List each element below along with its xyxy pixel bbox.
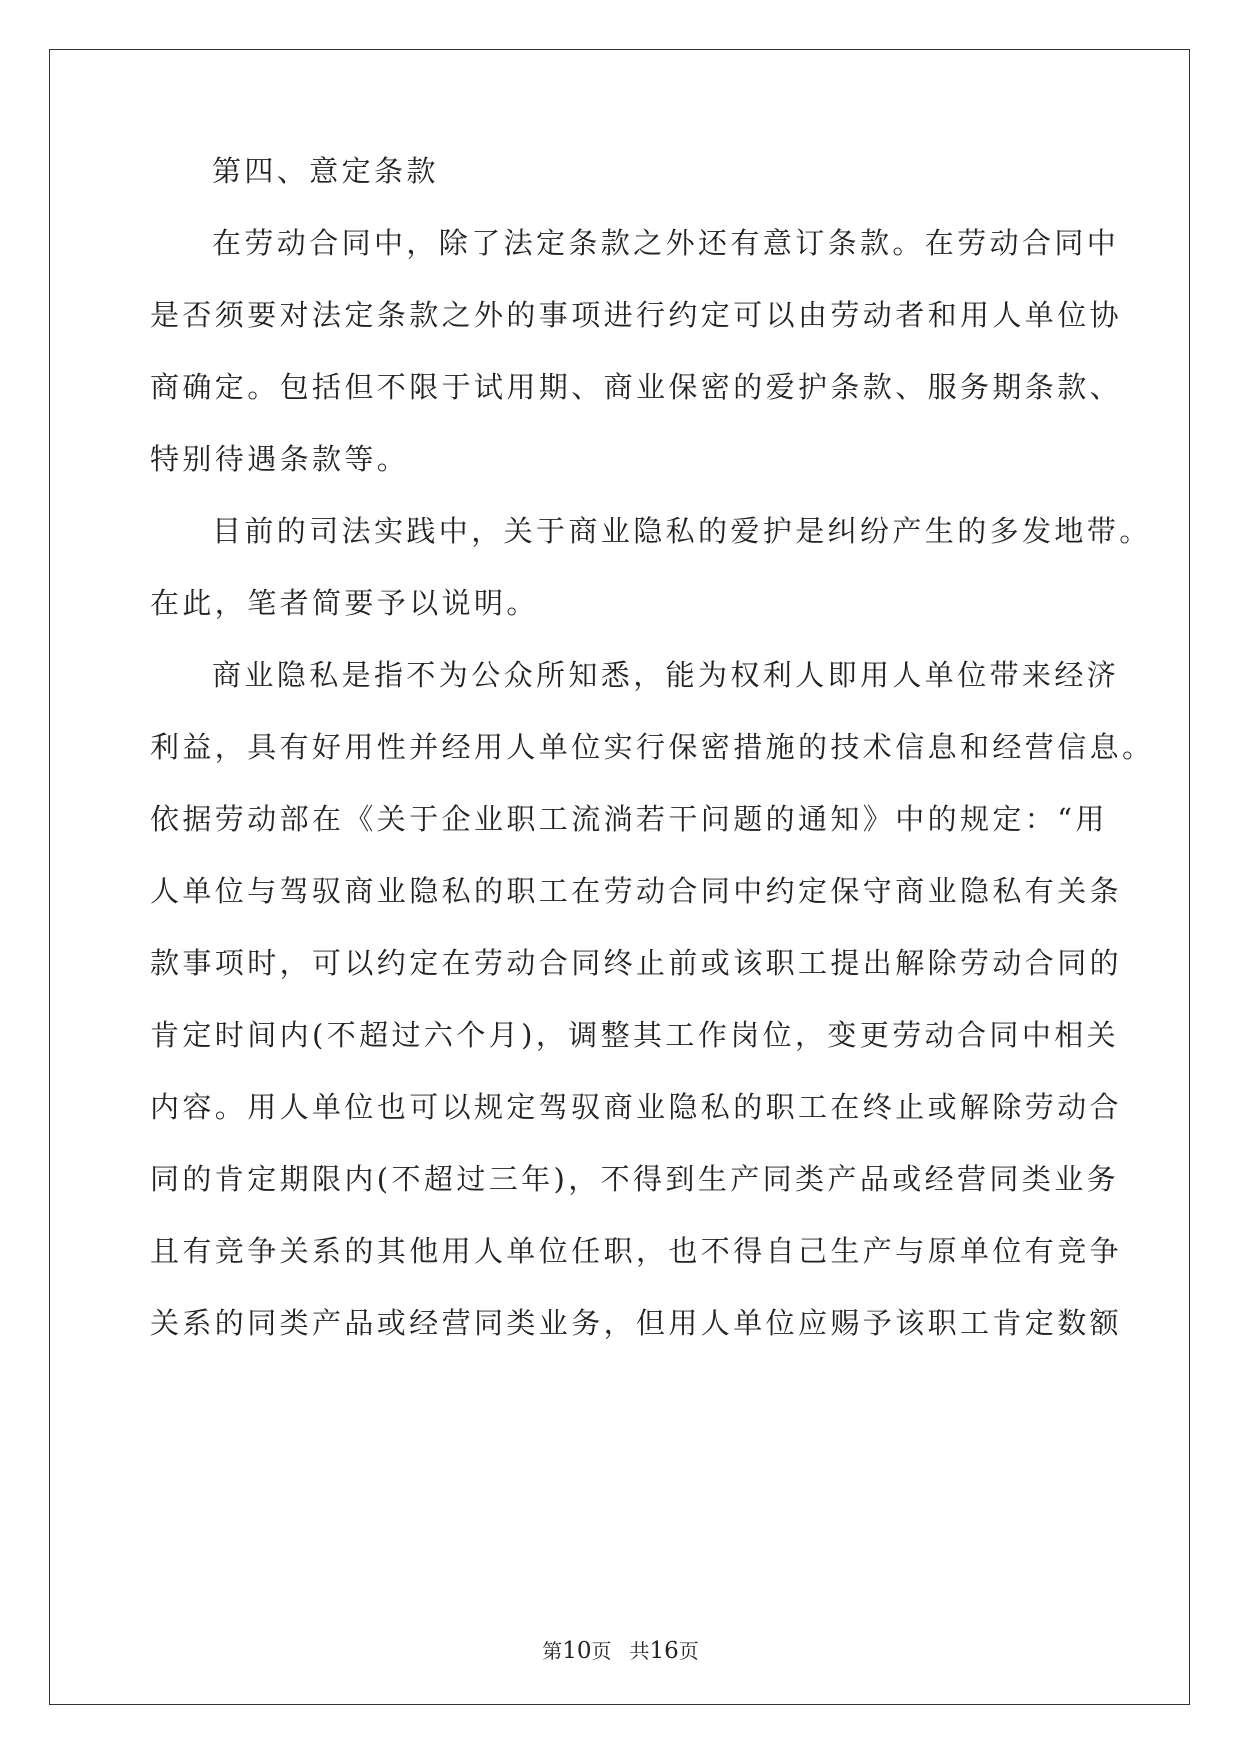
text-line: 肯定时间内(不超过六个月)，调整其工作岗位，变更劳动合同中相关: [150, 1018, 1120, 1052]
total-suffix: 页: [678, 1639, 699, 1663]
text-line: 关系的同类产品或经营同类业务，但用人单位应赐予该职工肯定数额: [150, 1306, 1123, 1340]
page-footer: [0, 1637, 1241, 1665]
text-line: 第四、意定条款: [212, 154, 439, 188]
text-line: 在劳动合同中，除了法定条款之外还有意订条款。在劳动合同中: [212, 226, 1120, 260]
text-line: 人单位与驾驭商业隐私的职工在劳动合同中约定保守商业隐私有关条: [150, 874, 1123, 908]
text-line: 商业隐私是指不为公众所知悉，能为权利人即用人单位带来经济: [212, 658, 1120, 692]
page-suffix: 页: [591, 1639, 612, 1663]
text-line: 特别待遇条款等。: [150, 442, 410, 476]
text-line: 且有竞争关系的其他用人单位任职，也不得自己生产与原单位有竞争: [150, 1234, 1123, 1268]
text-line: 款事项时，可以约定在劳动合同终止前或该职工提出解除劳动合同的: [150, 946, 1123, 980]
text-line: 目前的司法实践中，关于商业隐私的爱护是纠纷产生的多发地带。: [212, 514, 1152, 548]
text-line: 在此，笔者简要予以说明。: [150, 586, 539, 620]
page-current: 10: [562, 1638, 592, 1664]
page-total: 16: [649, 1638, 679, 1664]
text-line: 同的肯定期限内(不超过三年)，不得到生产同类产品或经营同类业务: [150, 1162, 1120, 1196]
text-line: 依据劳动部在《关于企业职工流淌若干问题的通知》中的规定：“用: [150, 802, 1108, 836]
page-prefix: 第: [542, 1639, 563, 1663]
text-line: 利益，具有好用性并经用人单位实行保密措施的技术信息和经营信息。: [150, 730, 1155, 764]
total-prefix: 共: [629, 1639, 650, 1663]
text-line: 内容。用人单位也可以规定驾驭商业隐私的职工在终止或解除劳动合: [150, 1090, 1123, 1124]
text-line: 是否须要对法定条款之外的事项进行约定可以由劳动者和用人单位协: [150, 298, 1123, 332]
text-line: 商确定。包括但不限于试用期、商业保密的爱护条款、服务期条款、: [150, 370, 1123, 404]
